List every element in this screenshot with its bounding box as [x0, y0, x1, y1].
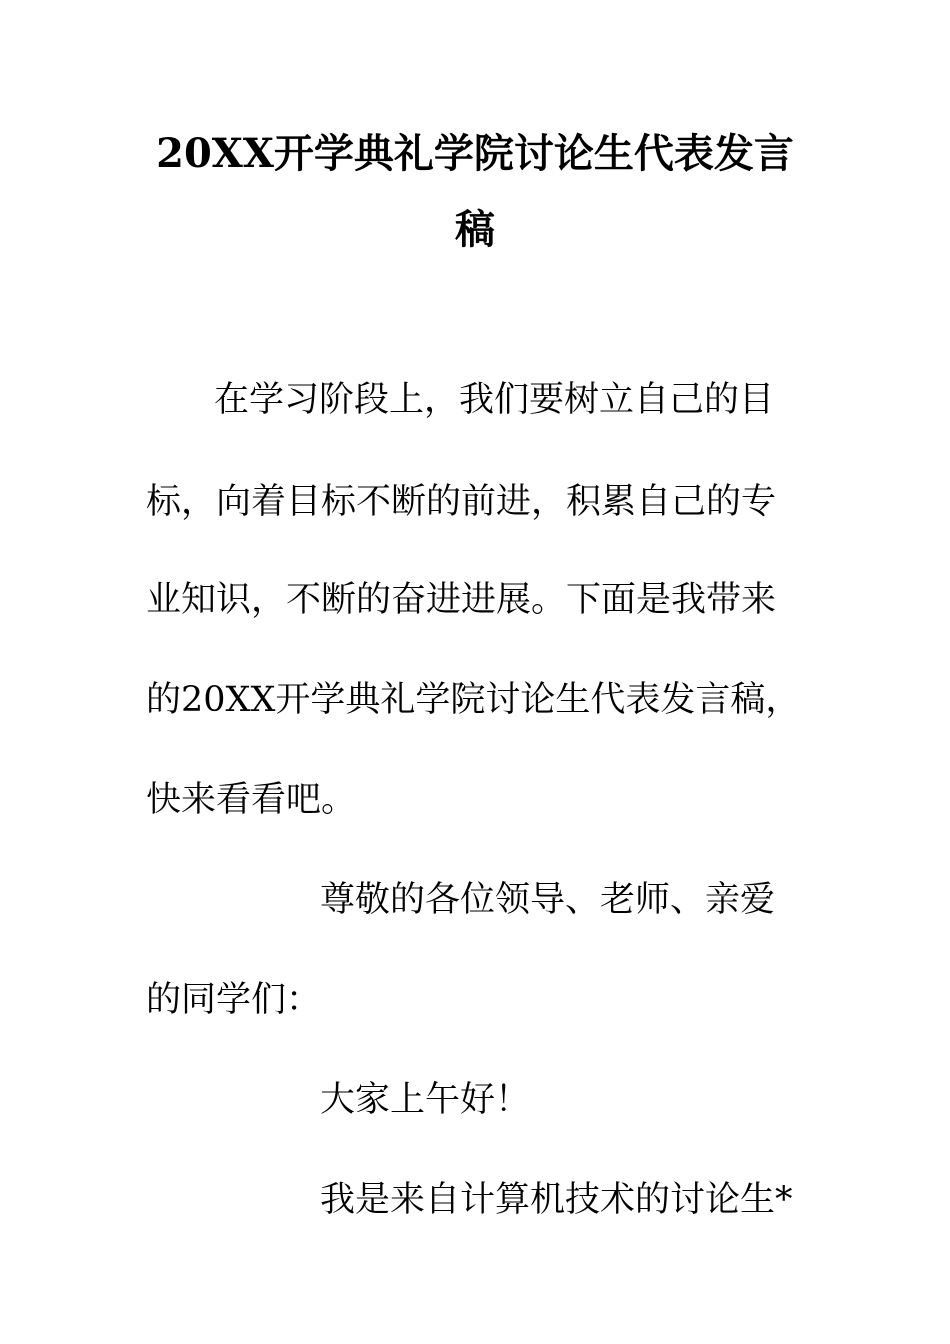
- salutation-line: 大家上午好！: [320, 1080, 531, 1120]
- greeting-line: 尊敬的各位领导、老师、亲爱: [320, 880, 776, 920]
- document-title-line-2: 稿: [455, 206, 495, 253]
- body-text-line: 快来看看吧。: [146, 780, 357, 820]
- introduction-line: 我是来自计算机技术的讨论生*: [320, 1180, 793, 1220]
- body-text-line: 在学习阶段上，我们要树立自己的目: [214, 380, 775, 420]
- body-text-line: 标，向着目标不断的前进，积累自己的专: [146, 482, 777, 522]
- greeting-line-continued: 的同学们：: [146, 980, 322, 1020]
- body-text-line: 业知识，不断的奋进进展。下面是我带来: [146, 580, 777, 620]
- document-title-line-1: 20XX开学典礼学院讨论生代表发言: [156, 130, 794, 177]
- body-text-line: 的20XX开学典礼学院讨论生代表发言稿，: [146, 680, 801, 720]
